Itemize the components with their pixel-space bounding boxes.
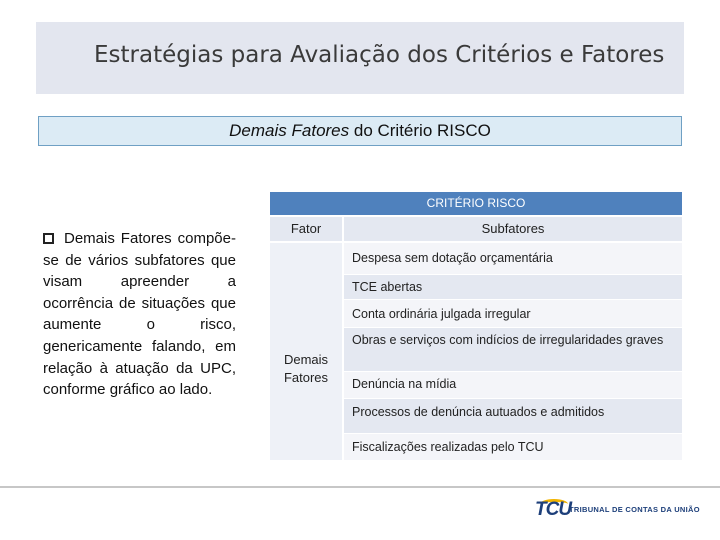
tcu-logo <box>535 498 705 524</box>
table-row <box>344 328 682 371</box>
fator-column-header: Fator <box>270 217 342 241</box>
subfator-text: Processos de denúncia autuados e admitidos <box>352 405 605 419</box>
description-paragraph <box>43 228 236 401</box>
fator-value-line2: Fatores <box>283 370 329 385</box>
table-row <box>344 243 682 274</box>
table-row <box>344 399 682 433</box>
fator-value <box>270 351 342 387</box>
subfator-text: Fiscalizações realizadas pelo TCU <box>352 440 544 454</box>
subtitle-box <box>38 116 682 146</box>
subfator-text: TCE abertas <box>352 280 423 294</box>
logo-mark: TCU <box>535 499 572 520</box>
table-row <box>344 275 682 299</box>
subfator-text: Obras e serviços com indícios de irregularidades graves <box>352 333 664 347</box>
subfator-text: Despesa sem dotação orçamentária <box>352 251 553 265</box>
slide-title: Estratégias para Avaliação dos Critérios e Fatores <box>94 42 665 68</box>
table-header: CRITÉRIO RISCO <box>270 192 682 215</box>
subfator-text: Conta ordinária julgada irregular <box>352 307 531 321</box>
subfatores-column-header: Subfatores <box>344 217 682 241</box>
square-bullet-icon <box>43 233 54 244</box>
table-row <box>344 434 682 460</box>
footer-divider <box>0 486 720 488</box>
criteria-table <box>270 192 682 460</box>
description-text: Demais Fatores compõe-se de vários subfatores que visam apreender a ocorrência de situações que aumente o risco, genericamente falando, em relação à atuação da UPC, conforme gráfico ao lado. <box>43 230 236 399</box>
fator-value-line1: Demais <box>283 352 329 367</box>
logo-name: TRIBUNAL DE CONTAS DA UNIÃO <box>569 505 700 514</box>
subfator-text: Denúncia na mídia <box>352 377 457 391</box>
title-band <box>36 22 684 94</box>
fator-column <box>270 217 342 460</box>
fator-cell <box>270 243 342 460</box>
table-row <box>344 372 682 398</box>
subtitle-italic: Demais Fatores <box>229 121 350 140</box>
subtitle-rest: do Critério RISCO <box>349 121 491 140</box>
table-row <box>344 300 682 327</box>
